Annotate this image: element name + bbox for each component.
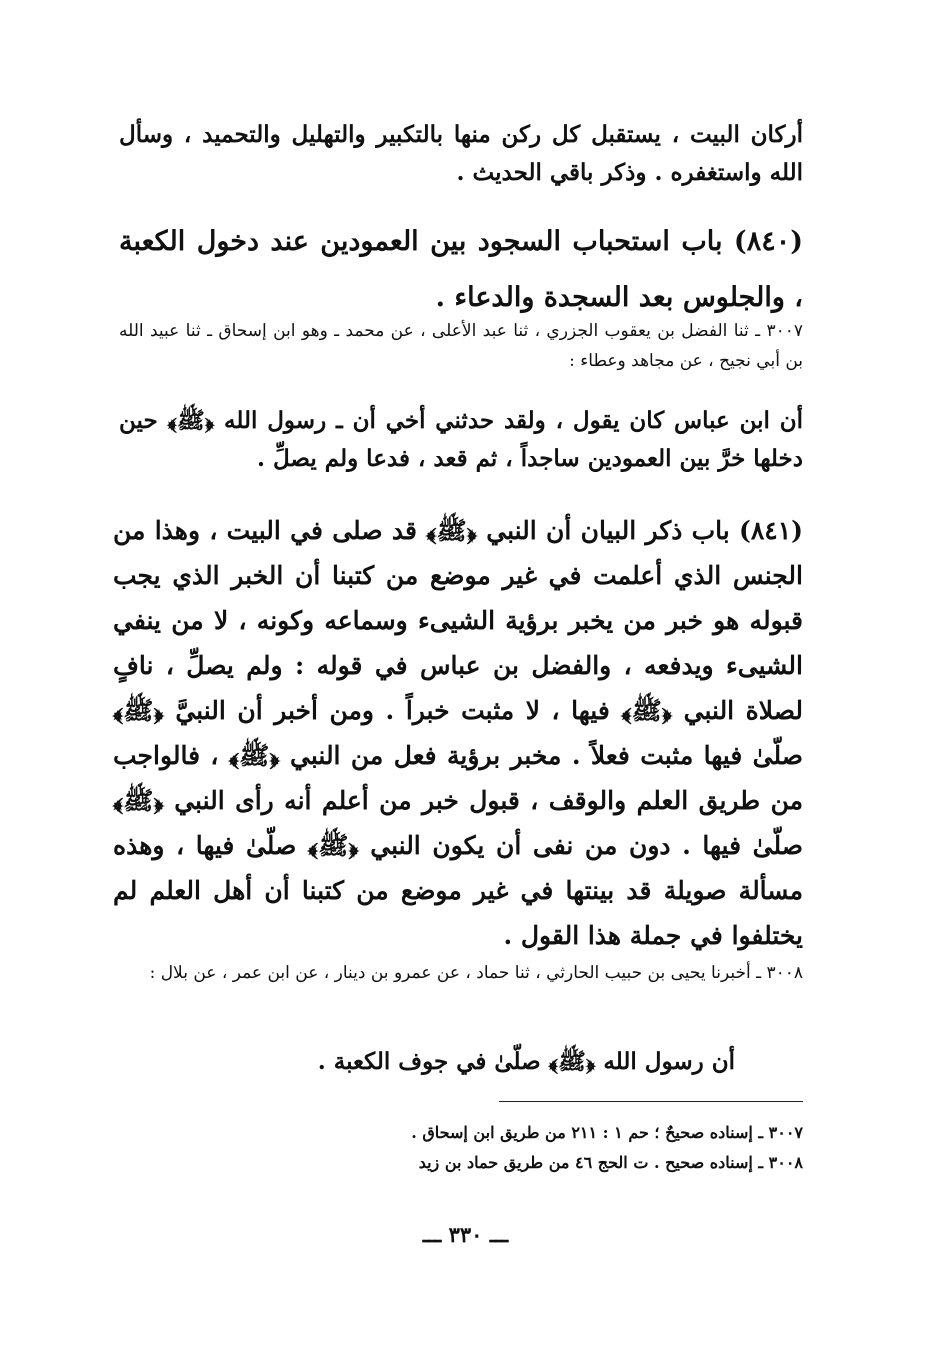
hadith-3008-isnad-text: ٣٠٠٨ ـ أخبرنا يحيى بن حبيب الحارثي ، ثنا حماد ، عن عمرو بن دينار ، عن ابن عمر ، عن بلال :	[149, 963, 803, 983]
chapter-841-heading	[113, 508, 803, 958]
chapter-840-text: (٨٤٠) باب استحباب السجود بين العمودين عند دخول الكعبة ، والجلوس بعد السجدة والدعاء .	[119, 226, 803, 313]
footnotes	[119, 1118, 803, 1178]
hadith-3007-matn-text: أن ابن عباس كان يقول ، ولقد حدثني أخي أن ـ رسول الله ﴿ﷺ﴾ حين دخلها خرَّ بين العمودين ساجداً ، ثم قعد ، فدعا ولم يصلِّ .	[119, 407, 803, 472]
intro-paragraph	[119, 116, 803, 192]
hadith-3008-matn-text: أن رسول الله ﴿ﷺ﴾ صلّىٰ في جوف الكعبة .	[317, 1048, 735, 1075]
hadith-3007-isnad	[119, 316, 803, 376]
footnote-3007: ٣٠٠٧ ـ إسناده صحيحٌ ؛ حم ١ : ٢١١ من طريق ابن إسحاق .	[411, 1123, 803, 1142]
hadith-3007-matn	[119, 402, 803, 478]
footnote-separator	[499, 1101, 803, 1102]
intro-paragraph-text: أركان البيت ، يستقبل كل ركن منها بالتكبير والتهليل والتحميد ، وسأل الله واستغفره . وذكر باقي الحديث .	[119, 121, 803, 186]
hadith-3007-isnad-text: ٣٠٠٧ ـ ثنا الفضل بن يعقوب الجزري ، ثنا عبد الأعلى ، عن محمد ـ وهو ابن إسحاق ـ ثنا عبيد الله بن أبي نجيح ، عن مجاهد وعطاء :	[119, 321, 803, 371]
page-number: ـــ ٣٣٠ ـــ	[422, 1222, 509, 1247]
hadith-3008-isnad	[119, 958, 803, 988]
chapter-841-text: (٨٤١) باب ذكر البيان أن النبي ﴿ﷺ﴾ قد صلى في البيت ، وهذا من الجنس الذي أعلمت في غير موضع من كتبنا أن الخبر الذي يجب قبوله هو خبر من يخبر برؤية الشيىء وسماعه وكونه ، لا من ينفي الشيىء ويدفعه ، والفضل بن عباس في قوله : ولم يصلِّ ، نافٍ لصلاة النبي ﴿ﷺ﴾ فيها ، لا مثبت خبراً . ومن أخبر أن النبيَّ ﴿ﷺ﴾ صلّىٰ فيها مثبت فعلاً . مخبر برؤية فعل من النبي ﴿ﷺ﴾ ، فالواجب من طريق العلم والوقف ، قبول خبر من أعلم أنه رأى النبي ﴿ﷺ﴾ صلّىٰ فيها . دون من نفى أن يكون النبي ﴿ﷺ﴾ صلّىٰ فيها ، وهذه مسألة صويلة قد بينتها في غير موضع من كتبنا أن أهل العلم لم يختلفوا في جملة هذا القول .	[113, 516, 803, 950]
hadith-3008-matn	[119, 1043, 735, 1081]
chapter-840-heading	[119, 214, 803, 326]
footnote-3008: ٣٠٠٨ ـ إسناده صحيح . ت الحج ٤٦ من طريق حماد بن زيد	[418, 1153, 803, 1172]
